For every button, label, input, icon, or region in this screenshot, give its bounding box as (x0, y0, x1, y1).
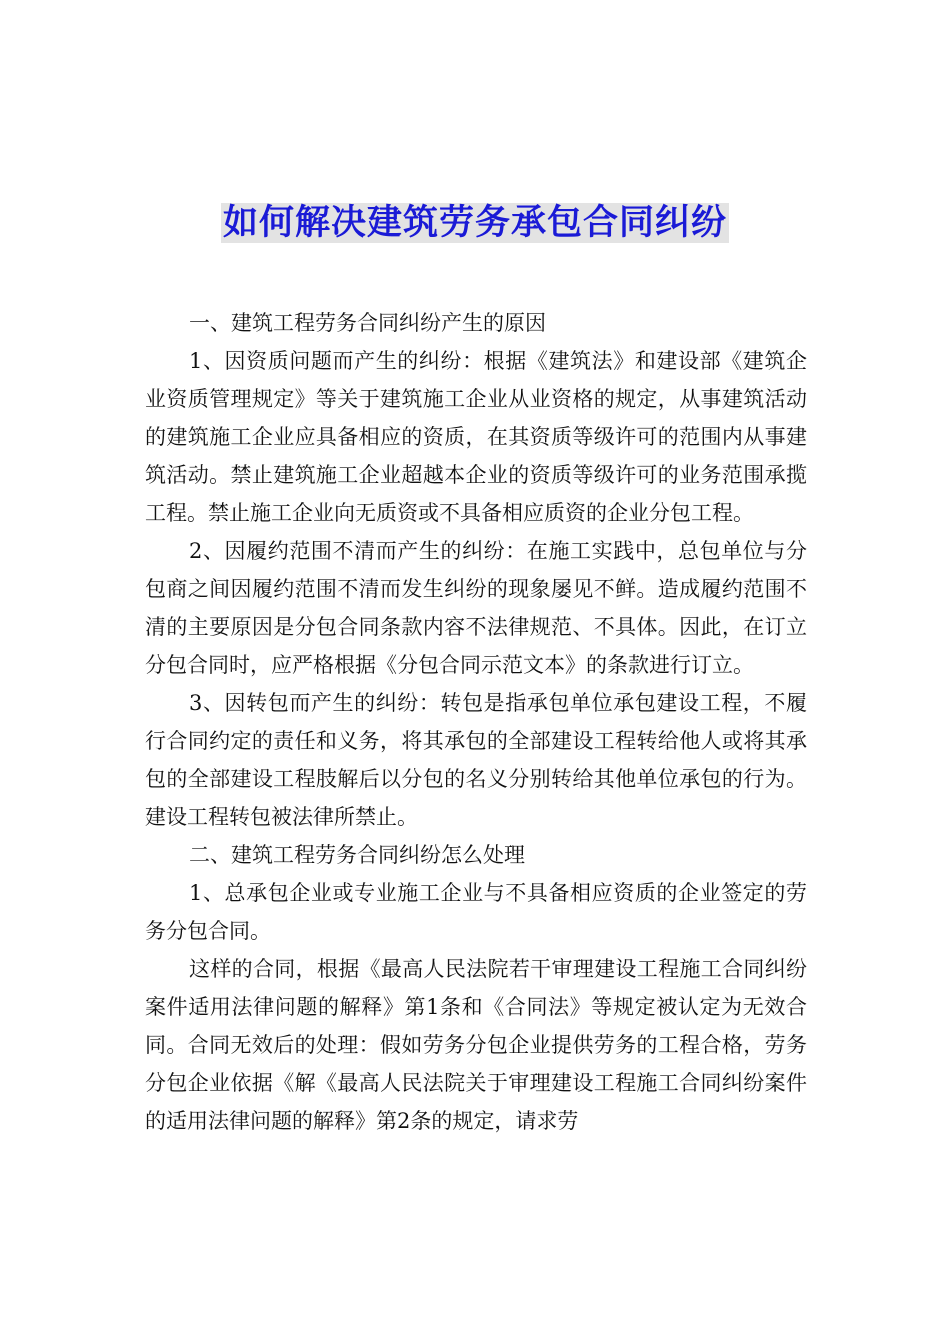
paragraph: 这样的合同，根据《最高人民法院若干审理建设工程施工合同纠纷案件适用法律问题的解释》第1条和《合同法》等规定被认定为无效合同。合同无效后的处理：假如劳务分包企业提供劳务的工程合格，劳务分包企业依据《解《最高人民法院关于审理建设工程施工合同纠纷案件的适用法律问题的解释》第2条的规定，请求劳 (145, 957, 807, 1133)
paragraph: 1、因资质问题而产生的纠纷：根据《建筑法》和建设部《建筑企业资质管理规定》等关于建筑施工企业从业资格的规定，从事建筑活动的建筑施工企业应具备相应的资质，在其资质等级许可的范围内从事建筑活动。禁止建筑施工企业超越本企业的资质等级许可的业务范围承揽工程。禁止施工企业向无质资或不具备相应质资的企业分包工程。 (145, 349, 807, 525)
paragraph: 1、总承包企业或专业施工企业与不具备相应资质的企业签定的劳务分包合同。 (145, 881, 807, 943)
document-body (145, 304, 807, 1140)
section-heading-2: 二、建筑工程劳务合同纠纷怎么处理 (189, 843, 525, 867)
paragraph: 3、因转包而产生的纠纷：转包是指承包单位承包建设工程，不履行合同约定的责任和义务，将其承包的全部建设工程转给他人或将其承包的全部建设工程肢解后以分包的名义分别转给其他单位承包的行为。建设工程转包被法律所禁止。 (145, 691, 807, 829)
document-title (0, 199, 950, 247)
section-heading-1: 一、建筑工程劳务合同纠纷产生的原因 (189, 311, 546, 335)
document-title-text: 如何解决建筑劳务承包合同纠纷 (222, 203, 727, 244)
paragraph: 2、因履约范围不清而产生的纠纷：在施工实践中，总包单位与分包商之间因履约范围不清而发生纠纷的现象屡见不鲜。造成履约范围不清的主要原因是分包合同条款内容不法律规范、不具体。因此，在订立分包合同时，应严格根据《分包合同示范文本》的条款进行订立。 (145, 539, 807, 677)
